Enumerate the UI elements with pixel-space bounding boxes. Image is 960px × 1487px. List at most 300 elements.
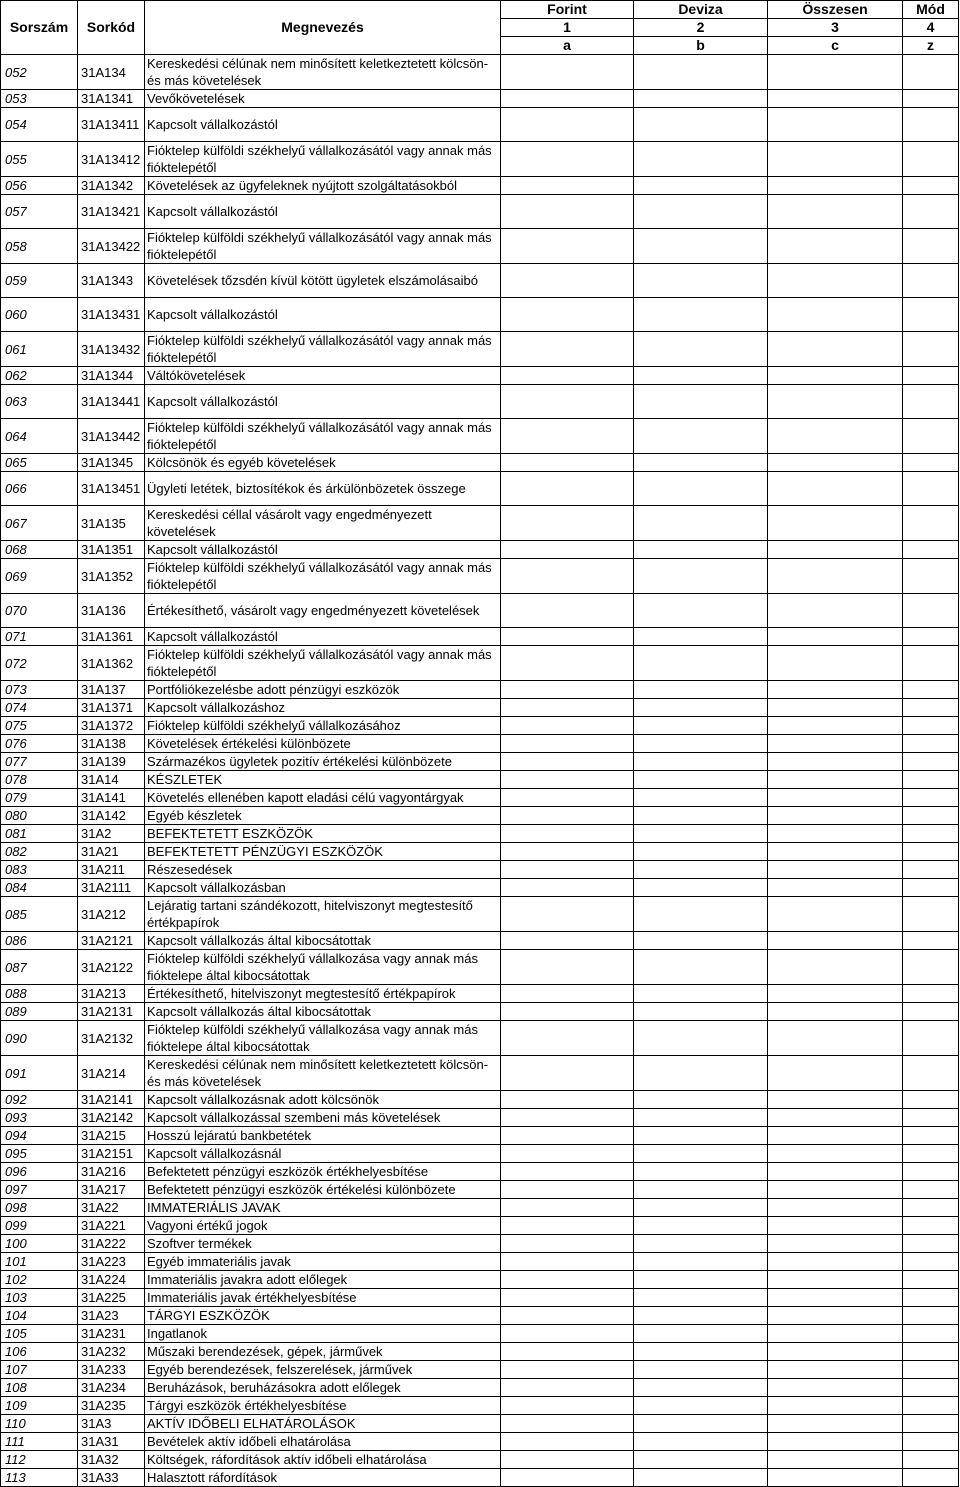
cell-osszesen[interactable] [768,298,903,332]
cell-deviza[interactable] [634,594,768,628]
cell-osszesen[interactable] [768,1451,903,1469]
table-row [1,628,959,646]
cell-mod[interactable] [903,1021,959,1056]
cell-forint[interactable] [501,699,634,717]
cell-forint[interactable] [501,1003,634,1021]
cell-deviza[interactable] [634,1451,768,1469]
cell-deviza[interactable] [634,1379,768,1397]
cell-mod[interactable] [903,90,959,108]
cell-deviza[interactable] [634,897,768,932]
cell-osszesen[interactable] [768,195,903,229]
row-description-text: Fióktelep külföldi székhelyű vállalkozásától vagy annak más fióktelepétől [147,333,492,365]
cell-osszesen[interactable] [768,628,903,646]
row-description-text: TÁRGYI ESZKÖZÖK [147,1308,270,1323]
cell-forint[interactable] [501,1379,634,1397]
cell-osszesen[interactable] [768,1127,903,1145]
cell-osszesen[interactable] [768,90,903,108]
cell-osszesen[interactable] [768,843,903,861]
cell-deviza[interactable] [634,1163,768,1181]
cell-mod[interactable] [903,1325,959,1343]
cell-deviza[interactable] [634,419,768,454]
cell-osszesen[interactable] [768,879,903,897]
cell-deviza[interactable] [634,1003,768,1021]
row-description-text: Befektetett pénzügyi eszközök értékhelyesbítése [147,1164,429,1179]
cell-osszesen[interactable] [768,1056,903,1091]
cell-mod[interactable] [903,717,959,735]
row-code: 31A1362 [78,646,145,681]
cell-mod[interactable] [903,879,959,897]
cell-forint[interactable] [501,1181,634,1199]
cell-deviza[interactable] [634,1056,768,1091]
table-row [1,1271,959,1289]
cell-forint[interactable] [501,735,634,753]
cell-forint[interactable] [501,177,634,195]
cell-osszesen[interactable] [768,1003,903,1021]
cell-deviza[interactable] [634,1199,768,1217]
cell-osszesen[interactable] [768,1181,903,1199]
cell-osszesen[interactable] [768,1217,903,1235]
cell-forint[interactable] [501,717,634,735]
cell-deviza[interactable] [634,1469,768,1487]
cell-forint[interactable] [501,1433,634,1451]
row-code: 31A137 [78,681,145,699]
row-number: 083 [1,861,78,879]
cell-forint[interactable] [501,1199,634,1217]
cell-forint[interactable] [501,264,634,298]
cell-forint[interactable] [501,950,634,985]
row-number: 066 [1,472,78,506]
cell-forint[interactable] [501,108,634,142]
row-number: 107 [1,1361,78,1379]
cell-forint[interactable] [501,1235,634,1253]
cell-deviza[interactable] [634,843,768,861]
cell-deviza[interactable] [634,771,768,789]
cell-forint[interactable] [501,1145,634,1163]
cell-osszesen[interactable] [768,985,903,1003]
cell-forint[interactable] [501,1451,634,1469]
cell-osszesen[interactable] [768,1415,903,1433]
cell-osszesen[interactable] [768,1109,903,1127]
cell-mod[interactable] [903,1145,959,1163]
cell-mod[interactable] [903,753,959,771]
cell-mod[interactable] [903,367,959,385]
cell-osszesen[interactable] [768,472,903,506]
cell-deviza[interactable] [634,454,768,472]
row-code: 31A31 [78,1433,145,1451]
cell-forint[interactable] [501,628,634,646]
cell-deviza[interactable] [634,298,768,332]
cell-mod[interactable] [903,985,959,1003]
cell-deviza[interactable] [634,506,768,541]
cell-osszesen[interactable] [768,594,903,628]
cell-osszesen[interactable] [768,771,903,789]
cell-osszesen[interactable] [768,264,903,298]
cell-deviza[interactable] [634,825,768,843]
cell-forint[interactable] [501,506,634,541]
cell-mod[interactable] [903,789,959,807]
row-description-text: Követelések értékelési különbözete [147,736,351,751]
cell-osszesen[interactable] [768,807,903,825]
cell-deviza[interactable] [634,753,768,771]
cell-mod[interactable] [903,861,959,879]
cell-forint[interactable] [501,332,634,367]
cell-mod[interactable] [903,1235,959,1253]
cell-osszesen[interactable] [768,717,903,735]
cell-deviza[interactable] [634,646,768,681]
row-description [145,229,501,264]
cell-forint[interactable] [501,646,634,681]
table-row [1,985,959,1003]
cell-mod[interactable] [903,1289,959,1307]
cell-deviza[interactable] [634,1433,768,1451]
cell-deviza[interactable] [634,1109,768,1127]
cell-deviza[interactable] [634,985,768,1003]
cell-deviza[interactable] [634,142,768,177]
cell-mod[interactable] [903,454,959,472]
cell-forint[interactable] [501,541,634,559]
cell-forint[interactable] [501,1217,634,1235]
cell-forint[interactable] [501,1289,634,1307]
cell-deviza[interactable] [634,55,768,90]
cell-mod[interactable] [903,1091,959,1109]
cell-osszesen[interactable] [768,1307,903,1325]
cell-deviza[interactable] [634,385,768,419]
cell-deviza[interactable] [634,1397,768,1415]
row-code: 31A2142 [78,1109,145,1127]
cell-mod[interactable] [903,1199,959,1217]
cell-forint[interactable] [501,985,634,1003]
cell-osszesen[interactable] [768,950,903,985]
cell-mod[interactable] [903,264,959,298]
table-row [1,1469,959,1487]
row-number: 100 [1,1235,78,1253]
table-row [1,472,959,506]
cell-mod[interactable] [903,771,959,789]
header-num-2: 2 [634,19,768,37]
row-description-text: Beruházások, beruházásokra adott előlegek [147,1380,401,1395]
cell-osszesen[interactable] [768,108,903,142]
cell-forint[interactable] [501,1109,634,1127]
cell-mod[interactable] [903,229,959,264]
cell-mod[interactable] [903,195,959,229]
cell-osszesen[interactable] [768,699,903,717]
cell-deviza[interactable] [634,1253,768,1271]
cell-deviza[interactable] [634,1217,768,1235]
cell-forint[interactable] [501,90,634,108]
cell-mod[interactable] [903,541,959,559]
cell-forint[interactable] [501,559,634,594]
cell-mod[interactable] [903,1163,959,1181]
cell-deviza[interactable] [634,628,768,646]
cell-osszesen[interactable] [768,454,903,472]
cell-mod[interactable] [903,735,959,753]
cell-mod[interactable] [903,646,959,681]
cell-deviza[interactable] [634,1307,768,1325]
cell-deviza[interactable] [634,108,768,142]
cell-osszesen[interactable] [768,1163,903,1181]
cell-forint[interactable] [501,1361,634,1379]
cell-deviza[interactable] [634,195,768,229]
cell-forint[interactable] [501,771,634,789]
cell-mod[interactable] [903,55,959,90]
cell-osszesen[interactable] [768,177,903,195]
cell-deviza[interactable] [634,1361,768,1379]
cell-deviza[interactable] [634,699,768,717]
cell-mod[interactable] [903,1379,959,1397]
cell-forint[interactable] [501,843,634,861]
cell-mod[interactable] [903,1451,959,1469]
cell-forint[interactable] [501,472,634,506]
row-description [145,385,501,419]
cell-mod[interactable] [903,843,959,861]
row-code: 31A212 [78,897,145,932]
cell-forint[interactable] [501,681,634,699]
cell-deviza[interactable] [634,332,768,367]
cell-osszesen[interactable] [768,1325,903,1343]
cell-osszesen[interactable] [768,1021,903,1056]
cell-mod[interactable] [903,950,959,985]
cell-mod[interactable] [903,1127,959,1145]
row-code: 31A1351 [78,541,145,559]
cell-osszesen[interactable] [768,1199,903,1217]
cell-deviza[interactable] [634,367,768,385]
cell-mod[interactable] [903,681,959,699]
row-description-text: Tárgyi eszközök értékhelyesbítése [147,1398,347,1413]
row-description [145,177,501,195]
cell-forint[interactable] [501,1091,634,1109]
row-description-text: Részesedések [147,862,233,877]
cell-mod[interactable] [903,298,959,332]
row-number: 082 [1,843,78,861]
cell-forint[interactable] [501,932,634,950]
cell-forint[interactable] [501,385,634,419]
row-description-text: Szoftver termékek [147,1236,252,1251]
cell-osszesen[interactable] [768,897,903,932]
cell-forint[interactable] [501,1056,634,1091]
cell-mod[interactable] [903,699,959,717]
cell-deviza[interactable] [634,1181,768,1199]
row-description [145,753,501,771]
cell-deviza[interactable] [634,559,768,594]
cell-osszesen[interactable] [768,932,903,950]
cell-deviza[interactable] [634,1127,768,1145]
cell-mod[interactable] [903,419,959,454]
row-description [145,108,501,142]
cell-osszesen[interactable] [768,229,903,264]
cell-mod[interactable] [903,1181,959,1199]
cell-forint[interactable] [501,1325,634,1343]
cell-forint[interactable] [501,298,634,332]
cell-mod[interactable] [903,932,959,950]
row-description-text: Váltókövetelések [147,368,246,383]
cell-forint[interactable] [501,1163,634,1181]
cell-mod[interactable] [903,1217,959,1235]
cell-forint[interactable] [501,55,634,90]
cell-deviza[interactable] [634,861,768,879]
cell-mod[interactable] [903,472,959,506]
cell-deviza[interactable] [634,1145,768,1163]
header-let-a: a [501,37,634,55]
table-row [1,1451,959,1469]
row-number: 056 [1,177,78,195]
cell-forint[interactable] [501,1397,634,1415]
cell-forint[interactable] [501,594,634,628]
cell-forint[interactable] [501,454,634,472]
cell-deviza[interactable] [634,717,768,735]
cell-mod[interactable] [903,1271,959,1289]
cell-forint[interactable] [501,195,634,229]
row-code: 31A216 [78,1163,145,1181]
cell-mod[interactable] [903,1361,959,1379]
cell-osszesen[interactable] [768,1289,903,1307]
cell-mod[interactable] [903,594,959,628]
cell-osszesen[interactable] [768,681,903,699]
cell-osszesen[interactable] [768,1469,903,1487]
cell-forint[interactable] [501,1307,634,1325]
cell-deviza[interactable] [634,229,768,264]
cell-osszesen[interactable] [768,1091,903,1109]
row-code: 31A22 [78,1199,145,1217]
cell-osszesen[interactable] [768,1343,903,1361]
cell-forint[interactable] [501,419,634,454]
cell-deviza[interactable] [634,1343,768,1361]
row-description-text: Követelések az ügyfeleknek nyújtott szolgáltatásokból [147,178,458,193]
cell-osszesen[interactable] [768,1433,903,1451]
cell-deviza[interactable] [634,735,768,753]
cell-mod[interactable] [903,807,959,825]
cell-deviza[interactable] [634,1415,768,1433]
cell-deviza[interactable] [634,264,768,298]
cell-mod[interactable] [903,332,959,367]
cell-osszesen[interactable] [768,1145,903,1163]
cell-mod[interactable] [903,1433,959,1451]
cell-deviza[interactable] [634,789,768,807]
cell-mod[interactable] [903,1397,959,1415]
cell-osszesen[interactable] [768,332,903,367]
cell-mod[interactable] [903,1469,959,1487]
cell-mod[interactable] [903,1056,959,1091]
cell-forint[interactable] [501,753,634,771]
cell-osszesen[interactable] [768,1361,903,1379]
cell-osszesen[interactable] [768,419,903,454]
table-row [1,1056,959,1091]
cell-osszesen[interactable] [768,861,903,879]
cell-osszesen[interactable] [768,1235,903,1253]
table-row [1,177,959,195]
cell-mod[interactable] [903,1415,959,1433]
cell-osszesen[interactable] [768,385,903,419]
cell-forint[interactable] [501,897,634,932]
cell-mod[interactable] [903,628,959,646]
cell-osszesen[interactable] [768,55,903,90]
cell-osszesen[interactable] [768,735,903,753]
cell-mod[interactable] [903,1343,959,1361]
row-number: 055 [1,142,78,177]
cell-forint[interactable] [501,1127,634,1145]
cell-mod[interactable] [903,1003,959,1021]
cell-mod[interactable] [903,108,959,142]
cell-mod[interactable] [903,142,959,177]
cell-forint[interactable] [501,1271,634,1289]
cell-forint[interactable] [501,367,634,385]
row-number: 111 [1,1433,78,1451]
table-row [1,1253,959,1271]
cell-forint[interactable] [501,879,634,897]
cell-mod[interactable] [903,825,959,843]
cell-deviza[interactable] [634,1235,768,1253]
cell-osszesen[interactable] [768,1397,903,1415]
cell-deviza[interactable] [634,1091,768,1109]
cell-forint[interactable] [501,1469,634,1487]
cell-deviza[interactable] [634,1289,768,1307]
cell-forint[interactable] [501,1253,634,1271]
cell-osszesen[interactable] [768,559,903,594]
cell-mod[interactable] [903,897,959,932]
cell-mod[interactable] [903,1253,959,1271]
cell-osszesen[interactable] [768,753,903,771]
row-description-text: Követelés ellenében kapott eladási célú vagyontárgyak [147,790,464,805]
cell-mod[interactable] [903,506,959,541]
cell-mod[interactable] [903,1307,959,1325]
cell-osszesen[interactable] [768,506,903,541]
cell-deviza[interactable] [634,681,768,699]
cell-deviza[interactable] [634,1325,768,1343]
cell-osszesen[interactable] [768,1271,903,1289]
cell-deviza[interactable] [634,90,768,108]
cell-mod[interactable] [903,559,959,594]
cell-forint[interactable] [501,229,634,264]
cell-deviza[interactable] [634,950,768,985]
cell-forint[interactable] [501,807,634,825]
cell-deviza[interactable] [634,807,768,825]
cell-osszesen[interactable] [768,367,903,385]
cell-mod[interactable] [903,177,959,195]
cell-osszesen[interactable] [768,646,903,681]
cell-deviza[interactable] [634,1271,768,1289]
cell-deviza[interactable] [634,879,768,897]
cell-osszesen[interactable] [768,142,903,177]
cell-osszesen[interactable] [768,825,903,843]
cell-forint[interactable] [501,1021,634,1056]
table-row [1,1415,959,1433]
cell-deviza[interactable] [634,1021,768,1056]
cell-forint[interactable] [501,789,634,807]
row-description [145,142,501,177]
cell-mod[interactable] [903,385,959,419]
cell-osszesen[interactable] [768,1379,903,1397]
cell-deviza[interactable] [634,472,768,506]
cell-osszesen[interactable] [768,541,903,559]
cell-deviza[interactable] [634,177,768,195]
row-description-text: Kereskedési célúnak nem minősített keletkeztetett kölcsön- és más követelések [147,1057,489,1089]
cell-osszesen[interactable] [768,789,903,807]
cell-forint[interactable] [501,825,634,843]
row-number: 062 [1,367,78,385]
cell-forint[interactable] [501,1343,634,1361]
cell-deviza[interactable] [634,932,768,950]
cell-forint[interactable] [501,1415,634,1433]
cell-forint[interactable] [501,861,634,879]
cell-deviza[interactable] [634,541,768,559]
cell-forint[interactable] [501,142,634,177]
cell-osszesen[interactable] [768,1253,903,1271]
row-code: 31A221 [78,1217,145,1235]
cell-mod[interactable] [903,1109,959,1127]
row-number: 098 [1,1199,78,1217]
row-description-text: Kölcsönök és egyéb követelések [147,455,336,470]
row-description [145,1325,501,1343]
row-number: 110 [1,1415,78,1433]
